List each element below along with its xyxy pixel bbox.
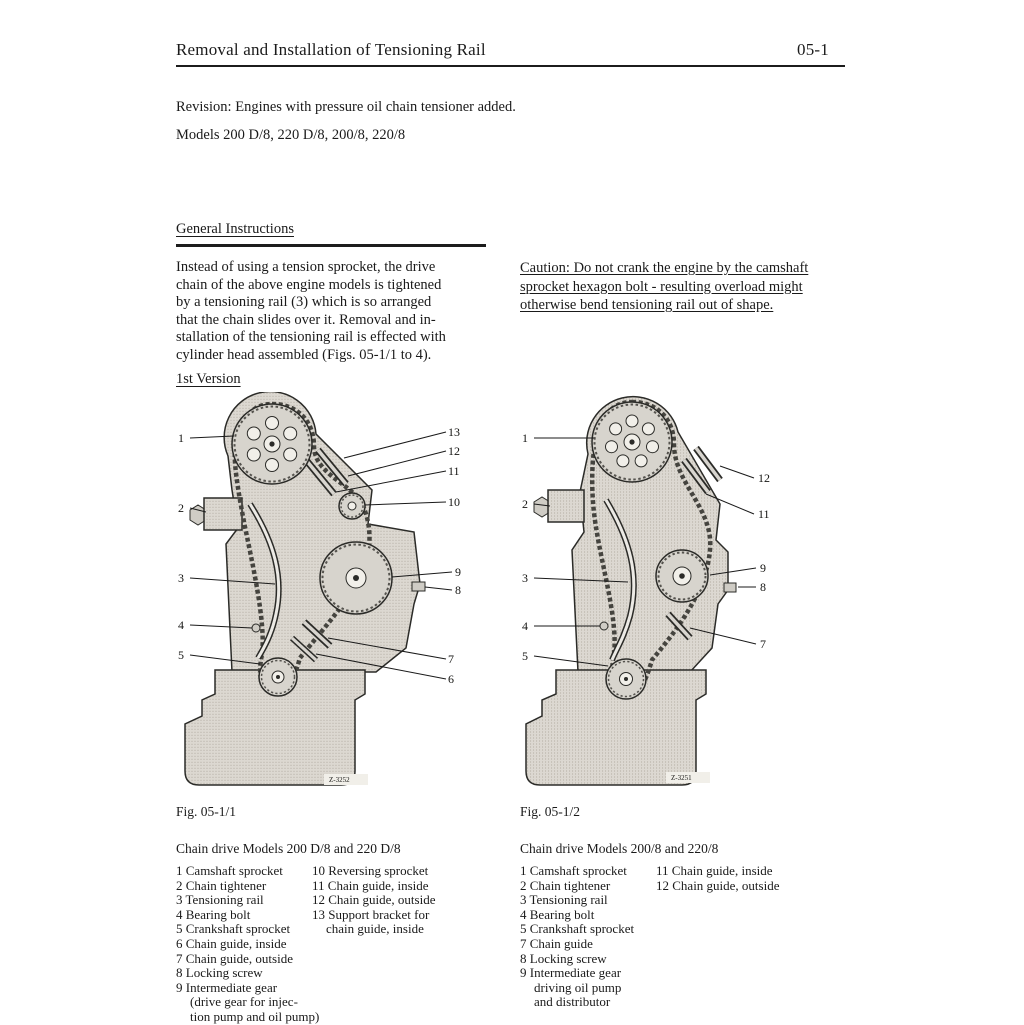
part-item-continuation: driving oil pump	[534, 979, 622, 995]
callout-label: 8	[455, 583, 461, 597]
instructions-paragraph	[176, 259, 446, 364]
part-item: 2 Chain tightener	[520, 877, 611, 893]
callout-label: 11	[758, 507, 770, 521]
callout-label: 13	[448, 425, 460, 439]
parts-list-fig1-col1	[176, 864, 319, 1025]
camshaft-sprocket	[592, 402, 672, 482]
callout-label: 11	[448, 464, 460, 478]
part-item: 3 Tensioning rail	[520, 892, 608, 908]
part-item: 8 Locking screw	[520, 950, 607, 966]
part-item: 12 Chain guide, outside	[656, 877, 780, 893]
callout-label: 1	[178, 431, 184, 445]
callout-label: 3	[178, 571, 184, 585]
callout-label: 12	[758, 471, 770, 485]
body-line: Instead of using a tension sprocket, the drive	[176, 259, 436, 275]
section-heading: General Instructions	[176, 221, 294, 237]
drawing-number: Z-3251	[671, 774, 692, 782]
caution-line: sprocket hexagon bolt - resulting overload might	[520, 278, 803, 295]
figure-label: Fig. 05-1/2	[520, 804, 581, 819]
part-item-continuation: tion pump and oil pump)	[190, 1008, 320, 1024]
body-line: that the chain slides over it. Removal and in-	[176, 311, 436, 328]
caution-line: otherwise bend tensioning rail out of shape.	[520, 297, 774, 313]
figure-label: Fig. 05-1/1	[176, 804, 237, 819]
chain-tightener	[548, 490, 584, 522]
part-item: 8 Locking screw	[176, 965, 263, 981]
callout-label: 5	[522, 649, 528, 663]
part-item-continuation: (drive gear for injec-	[190, 994, 298, 1010]
part-item: 7 Chain guide, outside	[176, 950, 293, 966]
callout-label: 7	[448, 652, 454, 666]
page-title: Removal and Installation of Tensioning Rail	[176, 40, 486, 59]
figure-caption: Chain drive Models 200/8 and 220/8	[520, 841, 719, 856]
part-item: 7 Chain guide	[520, 935, 593, 951]
engine-diagram-fig1	[176, 392, 476, 797]
part-item-continuation: and distributor	[534, 994, 611, 1010]
parts-list-fig2-col2	[656, 864, 780, 893]
figure-caption: Chain drive Models 200 D/8 and 220 D/8	[176, 841, 401, 856]
intermediate-gear	[320, 542, 392, 614]
revision-note: Revision: Engines with pressure oil chain tensioner added.	[176, 99, 516, 115]
part-item: 5 Crankshaft sprocket	[176, 921, 291, 937]
callout-label: 6	[448, 672, 454, 686]
part-item: 5 Crankshaft sprocket	[520, 921, 635, 937]
reversing-sprocket	[339, 493, 365, 519]
part-item: 4 Bearing bolt	[176, 906, 251, 922]
body-line: by a tensioning rail (3) which is so arranged	[176, 294, 432, 310]
callout-label: 5	[178, 648, 184, 662]
part-item-continuation: chain guide, inside	[326, 921, 424, 937]
part-item: 11 Chain guide, inside	[312, 877, 429, 893]
callout-label: 12	[448, 444, 460, 458]
chain-tightener	[204, 498, 242, 530]
part-item: 3 Tensioning rail	[176, 892, 264, 908]
part-item: 1 Camshaft sprocket	[520, 863, 627, 878]
parts-list-fig2-col1	[520, 864, 634, 1010]
section-rule	[176, 244, 486, 247]
part-item: 9 Intermediate gear	[176, 979, 278, 995]
models-line: Models 200 D/8, 220 D/8, 200/8, 220/8	[176, 127, 406, 143]
callout-label: 7	[760, 637, 766, 651]
part-item: 4 Bearing bolt	[520, 906, 595, 922]
part-item: 12 Chain guide, outside	[312, 892, 436, 908]
caution-note	[520, 259, 808, 315]
part-item: 11 Chain guide, inside	[656, 863, 773, 878]
camshaft-sprocket	[232, 404, 312, 484]
part-item: 6 Chain guide, inside	[176, 935, 287, 951]
page-number: 05-1	[797, 40, 829, 59]
callout-label: 9	[455, 565, 461, 579]
bearing-bolt	[252, 624, 260, 632]
part-item: 1 Camshaft sprocket	[176, 863, 283, 878]
callout-label: 4	[522, 619, 528, 633]
part-item: 13 Support bracket for	[312, 906, 430, 922]
caution-line: Caution: Do not crank the engine by the camshaft	[520, 260, 809, 276]
part-item: 9 Intermediate gear	[520, 965, 622, 981]
part-item: 2 Chain tightener	[176, 877, 267, 893]
locking-screw	[724, 583, 736, 592]
intermediate-gear	[656, 550, 708, 602]
crankshaft-sprocket	[259, 658, 297, 696]
version-heading: 1st Version	[176, 371, 241, 387]
bearing-bolt	[600, 622, 608, 630]
drawing-number: Z-3252	[329, 776, 350, 784]
engine-diagram-fig2	[520, 392, 820, 797]
body-line: stallation of the tensioning rail is effected with	[176, 329, 446, 345]
parts-list-fig1-col2	[312, 864, 436, 937]
callout-label: 2	[522, 497, 528, 511]
header-rule	[176, 65, 845, 67]
body-line: cylinder head assembled (Figs. 05-1/1 to 4).	[176, 346, 432, 363]
callout-label: 3	[522, 571, 528, 585]
body-line: chain of the above engine models is tightened	[176, 276, 442, 293]
callout-label: 4	[178, 618, 184, 632]
callout-label: 8	[760, 580, 766, 594]
crankshaft-sprocket	[606, 659, 646, 699]
callout-label: 2	[178, 501, 184, 515]
callout-label: 9	[760, 561, 766, 575]
part-item: 10 Reversing sprocket	[312, 863, 429, 878]
callout-label: 10	[448, 495, 460, 509]
callout-label: 1	[522, 431, 528, 445]
locking-screw	[412, 582, 425, 591]
